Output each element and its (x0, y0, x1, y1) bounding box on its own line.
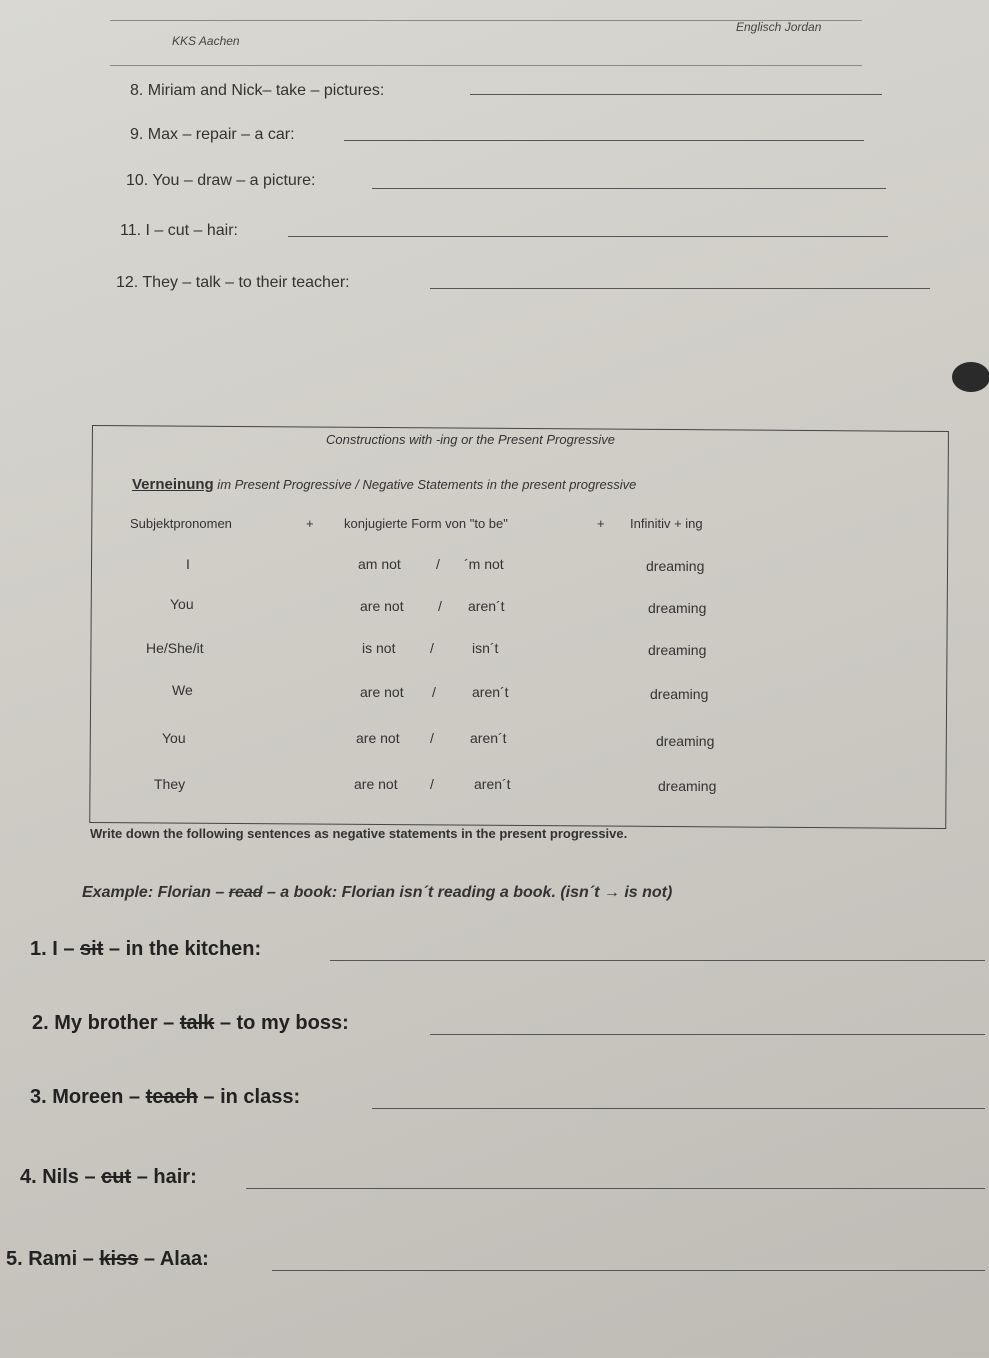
answer-line-ex-5[interactable] (272, 1270, 985, 1271)
exercise-3-before: 3. Moreen – (30, 1086, 146, 1108)
question-8: 8. Miriam and Nick– take – pictures: (130, 82, 385, 99)
row-1-pronoun: I (186, 556, 190, 572)
question-11: 11. I – cut – hair: (120, 222, 238, 239)
exercise-4-verb: cut (101, 1166, 132, 1188)
row-6-sep: / (430, 776, 434, 792)
teacher-name: Englisch Jordan (736, 20, 822, 34)
school-name: KKS Aachen (172, 34, 240, 48)
answer-line-ex-2[interactable] (430, 1034, 985, 1035)
row-5-verb: dreaming (656, 733, 715, 749)
exercise-5-before: 5. Rami – (6, 1248, 100, 1270)
row-6-pronoun: They (154, 776, 186, 792)
row-3-verb: dreaming (648, 642, 707, 658)
exercise-3 (30, 1086, 300, 1109)
row-4-short: aren´t (472, 684, 509, 700)
dark-spot (952, 362, 989, 392)
row-5-pronoun: You (162, 730, 186, 746)
row-6-short: aren´t (474, 776, 511, 792)
exercise-4-after: – hair: (131, 1166, 197, 1188)
question-10: 10. You – draw – a picture: (126, 172, 316, 189)
exercise-2-after: – to my boss: (214, 1012, 349, 1034)
row-5-long: are not (356, 730, 400, 746)
answer-line-12[interactable] (430, 288, 930, 289)
exercise-2-verb: talk (179, 1012, 215, 1034)
subtitle-rest: im Present Progressive / Negative Statements in the present progressive (213, 477, 637, 492)
box-title: Constructions with -ing or the Present Progressive (326, 432, 616, 447)
header-pronoun: Subjektpronomen (130, 516, 232, 531)
subtitle-underlined: Verneinung (132, 476, 214, 493)
box-subtitle (132, 476, 636, 493)
header-plus-2: + (597, 516, 605, 531)
row-2-short: aren´t (468, 598, 505, 614)
example-sentence (82, 884, 672, 902)
row-5-short: aren´t (470, 730, 507, 746)
row-5-sep: / (430, 730, 434, 746)
answer-line-10[interactable] (372, 188, 886, 189)
row-4-long: are not (360, 684, 404, 700)
question-9: 9. Max – repair – a car: (130, 126, 295, 143)
exercise-5-after: – Alaa: (138, 1248, 209, 1270)
row-6-long: are not (354, 776, 398, 792)
row-4-pronoun: We (172, 682, 193, 698)
header-infinitive: Infinitiv + ing (630, 516, 703, 531)
question-12: 12. They – talk – to their teacher: (116, 274, 350, 291)
exercise-4 (20, 1166, 197, 1189)
row-1-short: ´m not (464, 556, 504, 572)
row-3-short: isn´t (472, 640, 499, 656)
example-prefix: Example: Florian – (82, 884, 229, 901)
row-4-sep: / (432, 684, 436, 700)
instruction-text: Write down the following sentences as negative statements in the present progressive. (90, 826, 628, 841)
row-4-verb: dreaming (650, 686, 709, 702)
answer-line-9[interactable] (344, 140, 864, 141)
row-1-sep: / (436, 556, 440, 572)
exercise-2 (32, 1012, 349, 1035)
answer-line-ex-3[interactable] (372, 1108, 985, 1109)
answer-line-11[interactable] (288, 236, 888, 237)
exercise-1-after: – in the kitchen: (103, 938, 262, 960)
row-3-sep: / (430, 640, 434, 656)
row-1-long: am not (358, 556, 401, 572)
exercise-3-verb: teach (145, 1086, 198, 1108)
exercise-2-before: 2. My brother – (32, 1012, 180, 1034)
exercise-5-verb: kiss (99, 1248, 139, 1270)
example-suffix: – a book: Florian isn´t reading a book. (isn´t → is not) (262, 884, 673, 901)
answer-line-ex-4[interactable] (246, 1188, 985, 1189)
row-2-verb: dreaming (648, 600, 707, 616)
exercise-5 (6, 1248, 209, 1271)
exercise-1-before: 1. I – (30, 938, 81, 960)
exercise-1 (30, 938, 261, 961)
row-1-verb: dreaming (646, 558, 705, 574)
row-3-pronoun: He/She/it (146, 640, 204, 656)
row-2-sep: / (438, 598, 442, 614)
exercise-1-verb: sit (80, 938, 104, 960)
header-form: konjugierte Form von "to be" (344, 516, 508, 531)
example-verb: read (228, 884, 263, 901)
row-2-long: are not (360, 598, 404, 614)
row-2-pronoun: You (170, 596, 194, 612)
row-3-long: is not (362, 640, 396, 656)
answer-line-8[interactable] (470, 94, 882, 95)
exercise-3-after: – in class: (197, 1086, 301, 1108)
exercise-4-before: 4. Nils – (20, 1166, 102, 1188)
row-6-verb: dreaming (658, 778, 717, 794)
header-plus-1: + (306, 516, 314, 531)
answer-line-ex-1[interactable] (330, 960, 985, 961)
